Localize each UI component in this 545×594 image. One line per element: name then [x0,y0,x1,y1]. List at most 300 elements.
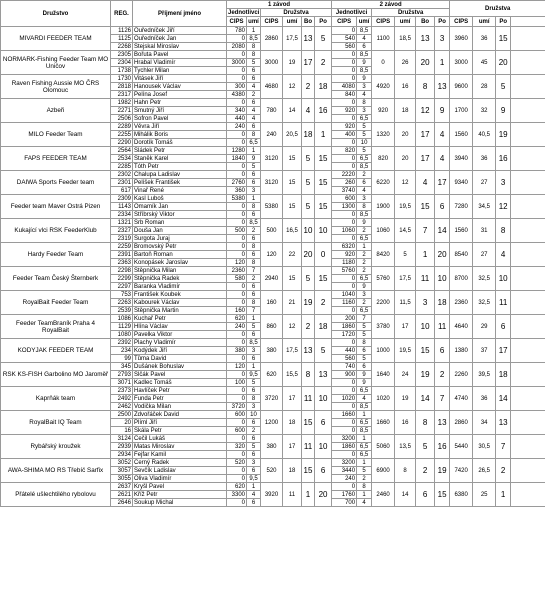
team-cips-race2: 8420 [372,243,395,267]
member-name: Fejfar Kamil [133,451,227,459]
member-cips-race2: 0 [332,75,357,83]
member-reg: 2392 [111,339,133,347]
total-po: 2 [496,459,511,483]
member-reg: 2259 [111,243,133,251]
total-place-sum: 31 [473,219,496,243]
member-reg: 16 [111,427,133,435]
team-place-race1: 18 [283,459,302,483]
member-cips-race1: 580 [227,275,247,283]
total-place-sum: 32,5 [473,291,496,315]
member-place-race2: 3 [357,107,372,115]
member-name: Baranka Vladimír [133,283,227,291]
header-po: Po [496,17,511,27]
team-bo-race2: 15 [416,339,435,363]
member-cips-race2: 0 [332,235,357,243]
blank-cell [511,267,545,291]
member-place-race1: 8 [247,203,261,211]
member-place-race1: 8 [247,43,261,51]
team-bo-race2: 8 [416,75,435,99]
header-bo: Bo [416,17,435,27]
member-place-race1: 1 [247,195,261,203]
member-name: Štěpnička Martin [133,307,227,315]
member-reg: 2319 [111,235,133,243]
team-place-race2: 17,5 [395,267,416,291]
member-reg: 2271 [111,107,133,115]
team-cips-race2: 5760 [372,267,395,291]
member-reg: 2621 [111,491,133,499]
member-cips-race2: 0 [332,59,357,67]
blank-cell [511,99,545,123]
member-cips-race1: 0 [227,395,247,403]
member-reg: 3052 [111,459,133,467]
team-name: Přátelé ušlechtilého rybolovu [1,483,111,507]
member-cips-race2: 0 [332,379,357,387]
member-name: Plíml Jiří [133,419,227,427]
member-name: Zdvořáček David [133,411,227,419]
team-po-race1: 10 [315,387,332,411]
total-place-sum: 28 [473,75,496,99]
member-cips-race1: 3300 [227,491,247,499]
member-reg: 3071 [111,379,133,387]
member-place-race1: 8 [247,395,261,403]
member-place-race1: 6 [247,467,261,475]
total-po: 6 [496,315,511,339]
member-place-race2: 1 [357,411,372,419]
member-place-race1: 2 [247,91,261,99]
member-place-race2: 5 [357,355,372,363]
team-name: Hardy Feeder Team [1,243,111,267]
header-cips: CIPS [227,17,247,27]
team-po-race1: 1 [315,123,332,147]
member-name: Tóth Petr [133,163,227,171]
member-place-race2: 2 [357,251,372,259]
member-cips-race1: 0 [227,211,247,219]
member-place-race2: 4 [357,187,372,195]
member-reg: 2304 [111,59,133,67]
team-bo-race1: 5 [302,195,315,219]
member-reg: 3055 [111,475,133,483]
member-reg: 2539 [111,307,133,315]
member-place-race2: 8,5 [357,51,372,59]
total-cips: 2260 [450,363,473,387]
member-place-race2: 8,5 [357,27,372,35]
member-cips-race1: 0 [227,243,247,251]
member-reg: 20 [111,419,133,427]
team-place-race1: 15,5 [283,363,302,387]
blank-cell [511,27,545,51]
member-place-race1: 4 [247,107,261,115]
member-reg: 2298 [111,267,133,275]
member-place-race1: 4 [247,115,261,123]
member-place-race2: 6,5 [357,155,372,163]
member-name: Soukup Michal [133,499,227,507]
member-reg: 2506 [111,115,133,123]
member-place-race1: 6 [247,283,261,291]
member-reg: 1321 [111,219,133,227]
table-body [1,27,545,507]
member-reg: 2290 [111,139,133,147]
member-cips-race2: 3200 [332,435,357,443]
member-cips-race1: 1840 [227,155,247,163]
table-row [1,75,545,83]
team-po-race1: 15 [315,195,332,219]
team-po-race2: 15 [435,483,450,507]
table-row [1,483,545,491]
total-po: 9 [496,99,511,123]
blank-cell [511,435,545,459]
total-po: 14 [496,387,511,411]
team-place-race1: 15 [283,147,302,171]
team-place-race2: 11,5 [395,291,416,315]
member-name: Stříbrský Viktor [133,211,227,219]
total-place-sum: 27 [473,171,496,195]
team-cips-race2: 3780 [372,315,395,339]
member-name: Vinař René [133,187,227,195]
member-reg: 3057 [111,467,133,475]
member-cips-race1: 2360 [227,267,247,275]
member-reg: 1143 [111,203,133,211]
team-cips-race2: 0 [372,51,395,75]
blank-cell [511,315,545,339]
member-cips-race2: 560 [332,355,357,363]
team-place-race1: 19 [283,51,302,75]
member-cips-race2: 0 [332,419,357,427]
team-po-race2: 11 [435,315,450,339]
member-cips-race2: 0 [332,139,357,147]
member-cips-race1: 0 [227,35,247,43]
member-cips-race2: 1660 [332,411,357,419]
member-name: Hlína Václav [133,323,227,331]
team-bo-race1: 19 [302,291,315,315]
table-row [1,363,545,371]
member-reg: 1730 [111,75,133,83]
member-cips-race2: 0 [332,283,357,291]
member-name: Tychler Milan [133,67,227,75]
table-row [1,27,545,35]
member-place-race2: 3 [357,83,372,91]
member-cips-race2: 920 [332,251,357,259]
member-reg: 1080 [111,331,133,339]
member-cips-race2: 900 [332,371,357,379]
member-place-race2: 10 [357,139,372,147]
member-name: Kabourek Václav [133,299,227,307]
member-name: Staněk Karel [133,155,227,163]
team-cips-race2: 1060 [372,219,395,243]
team-bo-race1: 5 [302,147,315,171]
member-cips-race1: 0 [227,371,247,379]
member-cips-race1: 380 [227,347,247,355]
member-reg: 2391 [111,251,133,259]
team-cips-race2: 1900 [372,195,395,219]
team-cips-race1: 3120 [261,171,283,195]
team-bo-race1: 2 [302,315,315,339]
table-row [1,123,545,131]
team-place-race1: 17,5 [283,27,302,51]
member-cips-race2: 240 [332,475,357,483]
member-place-race1: 6 [247,355,261,363]
member-cips-race2: 0 [332,155,357,163]
team-bo-race2: 13 [416,27,435,51]
member-place-race1: 5 [247,163,261,171]
member-reg: 2255 [111,131,133,139]
total-place-sum: 36 [473,27,496,51]
team-bo-race2: 14 [416,387,435,411]
member-name: Pelína Josef [133,91,227,99]
team-cips-race1: 1200 [261,411,283,435]
team-place-race1: 14 [283,99,302,123]
member-cips-race1: 0 [227,51,247,59]
team-bo-race1: 2 [302,75,315,99]
member-cips-race1: 0 [227,163,247,171]
member-name: Srb Roman [133,219,227,227]
member-place-race2: 1 [357,459,372,467]
header-umi: umí [283,17,302,27]
header-race1-individual: Jednotlivci [228,9,260,16]
team-name: RoyalBait IQ Team [1,411,111,435]
member-name: Smutný Jiří [133,107,227,115]
total-cips: 3940 [450,147,473,171]
team-bo-race2: 11 [416,267,435,291]
member-reg: 1125 [111,35,133,43]
total-cips: 8540 [450,243,473,267]
team-cips-race1: 3120 [261,147,283,171]
team-place-race2: 24 [395,363,416,387]
member-cips-race1: 0 [227,251,247,259]
member-reg: 753 [111,291,133,299]
team-bo-race2: 19 [416,363,435,387]
total-po: 3 [496,171,511,195]
total-po: 8 [496,219,511,243]
team-cips-race2: 820 [372,147,395,171]
member-place-race1: 6 [247,235,261,243]
member-name: Vitásek Jiří [133,75,227,83]
member-cips-race1: 0 [227,451,247,459]
member-place-race2: 2 [357,475,372,483]
team-cips-race2: 4920 [372,75,395,99]
blank-cell [511,483,545,507]
member-cips-race2: 1020 [332,395,357,403]
member-place-race2: 9 [357,379,372,387]
member-cips-race1: 600 [227,427,247,435]
team-name: AWA-SHIMA MO RS Třebíč Sarfix [1,459,111,483]
member-name: Bromovský Petr [133,243,227,251]
team-po-race2: 18 [435,291,450,315]
team-place-race2: 16 [395,411,416,435]
table-row [1,435,545,443]
team-cips-race1: 5380 [261,195,283,219]
member-cips-race2: 1760 [332,491,357,499]
team-bo-race2: 5 [416,435,435,459]
team-place-race1: 16,5 [283,219,302,243]
member-place-race1: 7 [247,307,261,315]
team-po-race2: 13 [435,411,450,435]
team-cips-race1: 160 [261,291,283,315]
team-cips-race1: 500 [261,219,283,243]
member-reg: 2302 [111,171,133,179]
team-po-race1: 5 [315,27,332,51]
team-place-race1: 18 [283,411,302,435]
member-reg: 2317 [111,91,133,99]
team-cips-race2: 1660 [372,411,395,435]
team-po-race1: 2 [315,51,332,75]
team-cips-race1: 120 [261,243,283,267]
team-po-race2: 10 [435,267,450,291]
member-cips-race1: 0 [227,139,247,147]
member-place-race1: 9,5 [247,475,261,483]
member-cips-race2: 440 [332,347,357,355]
member-cips-race2: 1060 [332,227,357,235]
member-reg: 2939 [111,443,133,451]
table-row [1,243,545,251]
member-reg: 2637 [111,483,133,491]
team-bo-race1: 18 [302,123,315,147]
member-cips-race1: 600 [227,411,247,419]
member-place-race2: 8 [357,339,372,347]
header-cips: CIPS [261,17,283,27]
team-name: RoyalBait Feeder Team [1,291,111,315]
member-place-race1: 4 [247,83,261,91]
member-place-race1: 5 [247,443,261,451]
member-name: Bartoň Roman [133,251,227,259]
member-reg: 2289 [111,123,133,131]
member-reg: 2327 [111,227,133,235]
member-place-race1: 8 [247,259,261,267]
table-row [1,411,545,419]
table-row [1,387,545,395]
total-cips: 6380 [450,483,473,507]
member-name: Kříž Petr [133,491,227,499]
member-name: Kuchař Petr [133,315,227,323]
member-cips-race1: 360 [227,187,247,195]
member-cips-race1: 340 [227,107,247,115]
member-name: Funda Petr [133,395,227,403]
team-po-race1: 18 [315,75,332,99]
blank-cell [511,411,545,435]
blank-cell [511,243,545,267]
team-bo-race1: 10 [302,219,315,243]
header-name: Příjmení jméno [133,1,227,27]
member-place-race1: 1 [247,363,261,371]
member-place-race1: 6 [247,419,261,427]
member-cips-race2: 0 [332,483,357,491]
member-place-race2: 6,5 [357,443,372,451]
member-name: Šlčák Pavel [133,371,227,379]
team-bo-race2: 17 [416,147,435,171]
team-po-race1: 15 [315,267,332,291]
member-place-race1: 6,5 [247,139,261,147]
table-row [1,291,545,299]
total-cips: 2860 [450,411,473,435]
total-cips: 9340 [450,171,473,195]
team-cips-race1: 2940 [261,267,283,291]
team-bo-race2: 20 [416,51,435,75]
team-name: Feeder team Maver Ostrá Pizen [1,195,111,219]
team-cips-race2: 6220 [372,171,395,195]
total-place-sum: 26,5 [473,459,496,483]
team-po-race2: 20 [435,243,450,267]
member-cips-race1: 0 [227,67,247,75]
member-place-race2: 6,5 [357,235,372,243]
team-po-race1: 20 [315,483,332,507]
member-cips-race1: 0 [227,99,247,107]
member-reg: 2285 [111,163,133,171]
team-bo-race1: 11 [302,435,315,459]
member-reg: 234 [111,347,133,355]
member-cips-race1: 100 [227,379,247,387]
member-reg: 1982 [111,99,133,107]
total-po: 4 [496,243,511,267]
member-cips-race1: 0 [227,299,247,307]
member-name: Ouředníček Jiří [133,27,227,35]
team-cips-race1: 4680 [261,75,283,99]
member-name: Kodýdek Jiří [133,347,227,355]
team-bo-race2: 12 [416,99,435,123]
member-cips-race2: 840 [332,91,357,99]
member-name: Matas Miroslav [133,443,227,451]
team-cips-race1: 2860 [261,27,283,51]
total-cips: 1700 [450,99,473,123]
team-name: DAIWA Sports Feeder team [1,171,111,195]
member-cips-race1: 2760 [227,179,247,187]
total-cips: 8700 [450,267,473,291]
total-po: 12 [496,195,511,219]
member-name: Oliva Vladimír [133,475,227,483]
team-po-race2: 4 [435,147,450,171]
member-place-race1: 6 [247,499,261,507]
member-cips-race2: 0 [332,115,357,123]
team-bo-race2: 4 [416,171,435,195]
member-cips-race2: 0 [332,67,357,75]
member-place-race2: 6 [357,347,372,355]
member-cips-race2: 820 [332,147,357,155]
team-place-race2: 18 [395,99,416,123]
team-place-race2: 16 [395,75,416,99]
member-name: Kadlec Tomáš [133,379,227,387]
member-reg: 2462 [111,403,133,411]
team-bo-race1: 1 [302,483,315,507]
member-name: Sofron Pavel [133,115,227,123]
member-name: Štěpnička Radek [133,275,227,283]
total-cips: 1380 [450,339,473,363]
member-reg: 1086 [111,315,133,323]
member-place-race2: 1 [357,435,372,443]
header-race2: 2 závod [332,1,450,9]
member-cips-race1: 0 [227,467,247,475]
team-cips-race2: 1320 [372,123,395,147]
total-cips: 1560 [450,219,473,243]
member-name: Pelíšek František [133,179,227,187]
member-cips-race1: 4380 [227,91,247,99]
team-place-race2: 18,5 [395,27,416,51]
team-place-race1: 17 [283,387,302,411]
member-reg: 617 [111,187,133,195]
member-cips-race1: 3000 [227,59,247,67]
member-cips-race2: 1860 [332,443,357,451]
team-cips-race2: 1000 [372,339,395,363]
team-cips-race1: 520 [261,459,283,483]
total-cips: 5440 [450,435,473,459]
member-cips-race2: 0 [332,219,357,227]
total-cips: 7280 [450,195,473,219]
member-place-race1: 9 [247,155,261,163]
member-place-race2: 6,5 [357,387,372,395]
member-cips-race2: 3740 [332,187,357,195]
member-cips-race2: 260 [332,179,357,187]
total-po: 13 [496,411,511,435]
member-place-race2: 8,5 [357,403,372,411]
team-cips-race1: 3000 [261,51,283,75]
member-name: Ouředníček Jan [133,35,227,43]
